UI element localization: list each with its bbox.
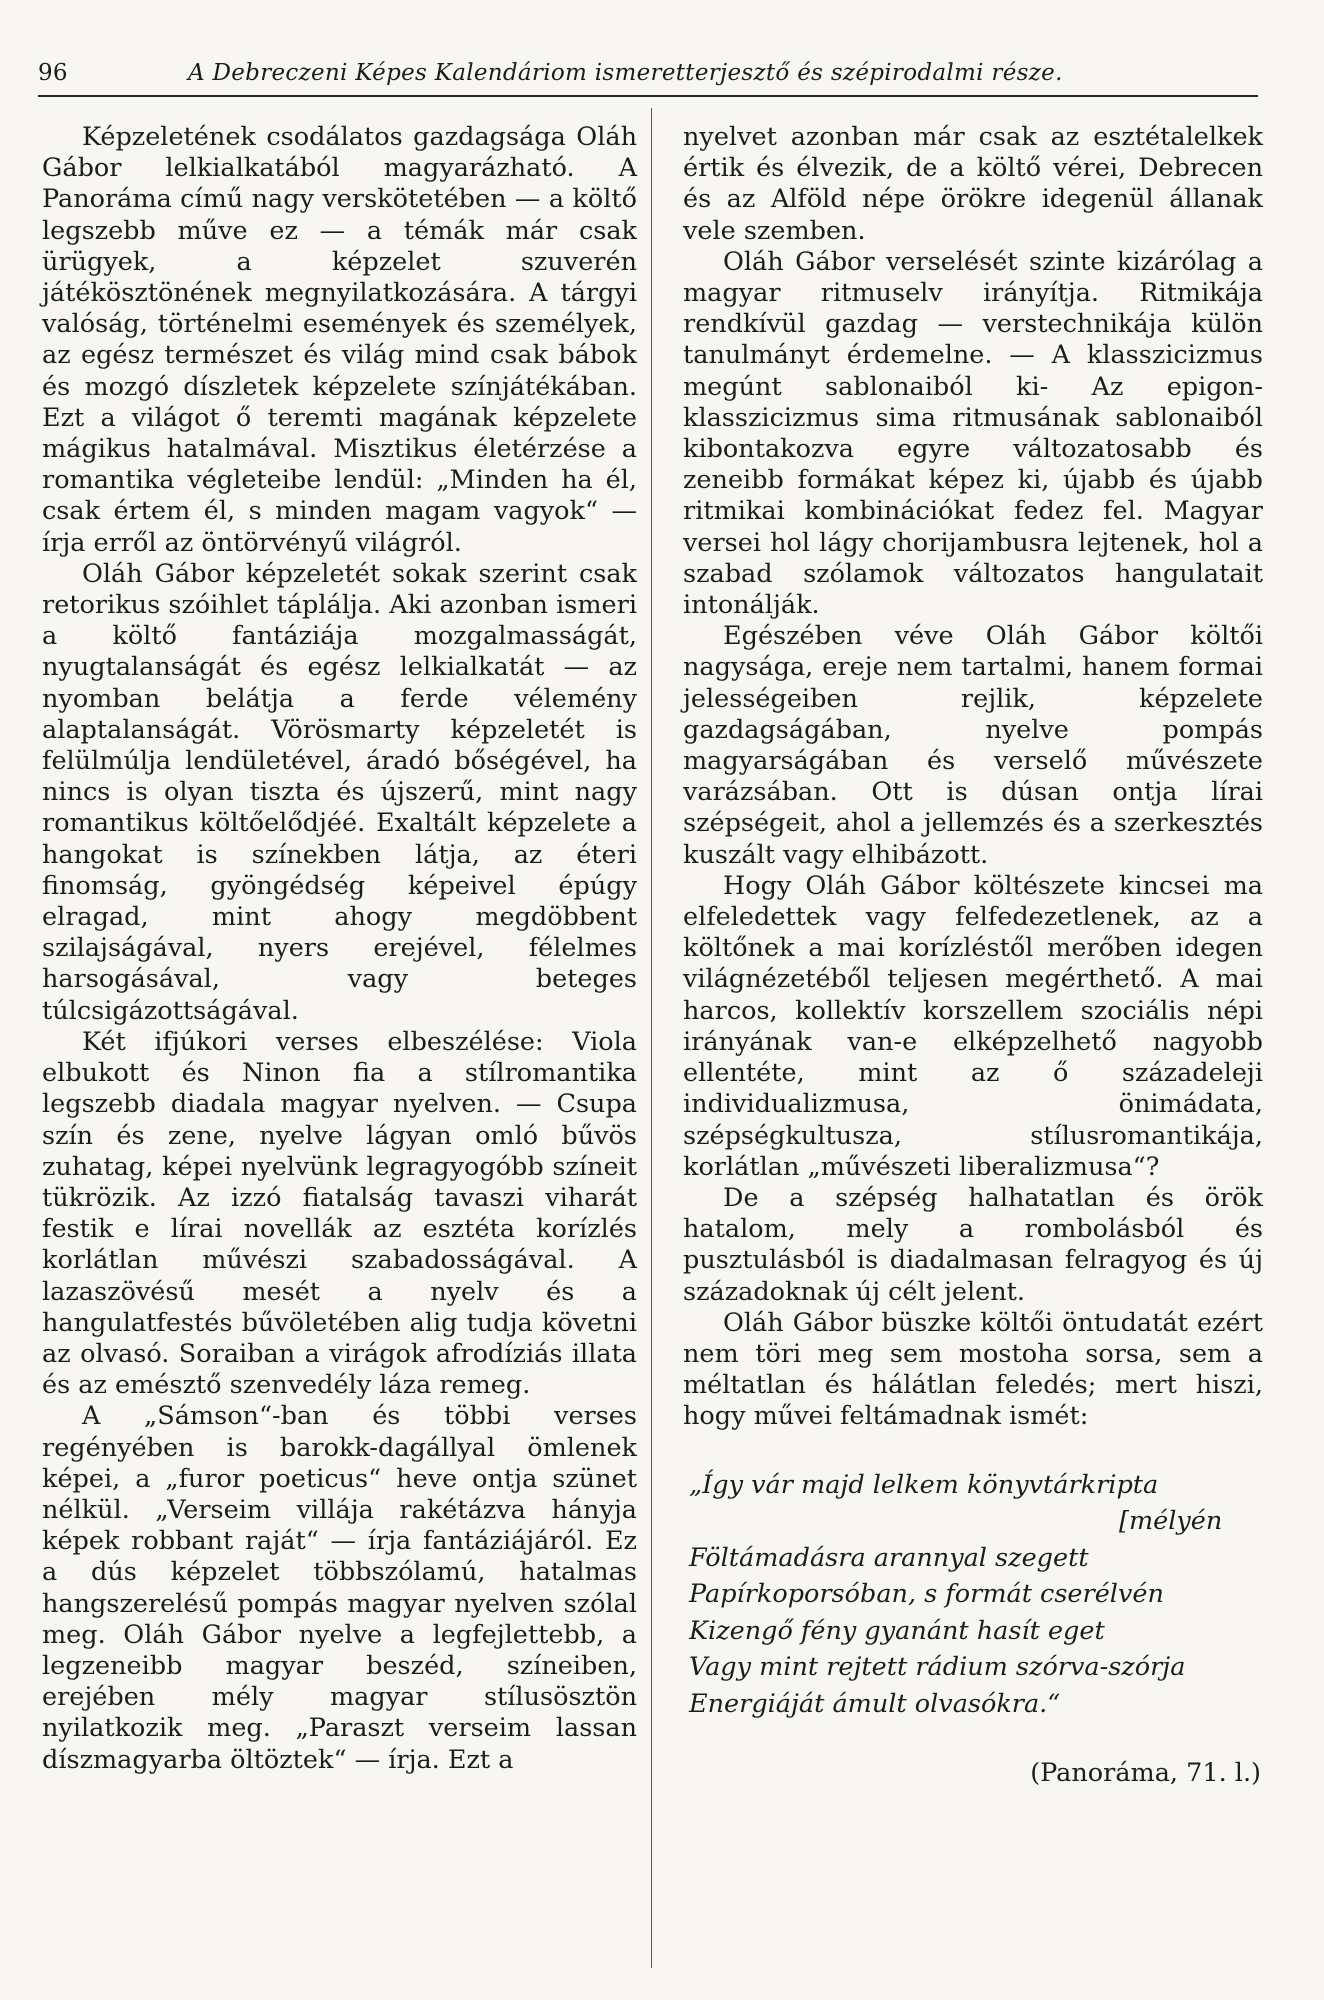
- paragraph: nyelvet azonban már csak az esztétalelkek értik és élvezik, de a költő vérei, Debrecen és az Alföld népe örökre idegenül állanak vele szemben.: [683, 122, 1263, 246]
- poem-line: Föltámadásra arannyal szegett: [689, 1542, 1089, 1573]
- paragraph: Képzeletének csodálatos gazdagsága Oláh Gábor lelkialkatából magyarázható. A Panoráma című nagy verskötetében — a költő legszebb műve ez — a témák már csak ürügyek, a képzelet szuverén játékösztönének megnyilatkozására. A tárgyi valóság, történelmi események és személyek, az egész természet és világ mind csak bábok és mozgó díszletek képzelete színjátékában. Ezt a világot ő teremti magának képzelete mágikus hatalmával. Misztikus életérzése a romantika végleteibe lendül: „Minden ha él, csak értem él, s minden magam vagyok“ — írja erről az öntörvényű világról.: [42, 122, 637, 558]
- poem-line: Energiáját ámult olvasókra.“: [689, 1688, 1061, 1719]
- poem-line: „Így vár majd lelkem könyvtárkripta: [689, 1469, 1159, 1500]
- poem-line: Papírkoporsóban, s formát cserélvén: [689, 1579, 1164, 1610]
- paragraph: Egészében véve Oláh Gábor költői nagysága, ereje nem tartalmi, hanem formai jelességeiben rejlik, képzelete gazdagságában, nyelve pompás magyarságában és verselő művészete varázsában. Ott is dúsan ontja lírai szépségeit, ahol a jellemzés és a szerkesztés kuszált vagy elhibázott.: [683, 621, 1263, 870]
- page-number: 96: [38, 60, 68, 86]
- right-column: [683, 122, 1263, 1789]
- paragraph: Két ifjúkori verses elbeszélése: Viola elbukott és Ninon fia a stílromantika legszebb diadala magyar nyelven. — Csupa szín és zene, nyelve lágyan omló bűvös zuhatag, képei nyelvünk legragyogóbb színeit tükrözik. Az izzó fiatalság tavaszi viharát festik e lírai novellák az esztéta korízlés korlátlan művészi szabadosságával. A lazaszövésű mesét a nyelv és a hangulatfestés bűvöletében alig tudja követni az olvasó. Soraiban a virágok afrodíziás illata és az emésztő szenvedély láza remeg.: [42, 1026, 637, 1401]
- paragraph: Oláh Gábor képzeletét sokak szerint csak retorikus szóihlet táplálja. Aki azonban ismeri a költő fantáziája mozgalmasságát, nyugtalanságát és egész lelkialkatát — az nyomban belátja a ferde vélemény alaptalanságát. Vörösmarty képzeletét is felülmúlja lendületével, áradó bőségével, ha nincs is olyan tiszta és újszerű, mint nagy romantikus költőelődjéé. Exaltált képzelete a hangokat is színekben látja, az éteri finomság, gyöngédség képeivel épúgy elragad, mint ahogy megdöbbent szilajságával, nyers erejével, félelmes harsogásával, vagy beteges túlcsigázottságával.: [42, 558, 637, 1026]
- running-title: A Debreczeni Képes Kalendáriom ismeretterjesztő és szépirodalmi része.: [188, 60, 1063, 86]
- column-divider: [651, 108, 652, 1968]
- paragraph: Oláh Gábor verselését szinte kizárólag a magyar ritmuselv irányítja. Ritmikája rendkívül gazdag — verstechnikája külön tanulmányt érdemelne. — A klasszicizmus megúnt sablonaiból ki- Az epigon-klasszicizmus sima ritmusának sablonaiból kibontakozva egyre változatosabb és zeneibb formákat képez ki, újabb és újabb ritmikai kombinációkat fedez fel. Magyar versei hol lágy chorijambusra lejtenek, hol a szabad szólamok változatos hangulatait intonálják.: [683, 246, 1263, 621]
- page-header: [38, 54, 1258, 98]
- paragraph: A „Sámson“-ban és többi verses regényében is barokk-dagállyal ömlenek képei, a „furor poeticus“ heve ontja szünet nélkül. „Verseim villája rakétázva hányja képek robbant raját“ — írja fantáziájáról. Ez a dús képzelet többszólamú, hatalmas hangszerelésű pompás magyar nyelven szólal meg. Oláh Gábor nyelve a legfejlettebb, a legzeneibb magyar beszéd, színeiben, erejében mély magyar stílusösztön nyilatkozik meg. „Paraszt verseim lassan díszmagyarba öltöztek“ — írja. Ezt a: [42, 1401, 637, 1775]
- paragraph: Hogy Oláh Gábor költészete kincsei ma elfeledettek vagy felfedezetlenek, az a költőnek a mai korízléstől merőben idegen világnézetéből teljesen megérthető. A mai harcos, kollektív korszellem szociális népi irányának van-e elképzelhető nagyobb ellentéte, mint az ő századeleji individualizmusa, önimádata, szépségkultusza, stílusromantikája, korlátlan „művészeti liberalizmusa“?: [683, 870, 1263, 1182]
- poem-quote: [689, 1467, 1263, 1723]
- left-column: [42, 122, 637, 1776]
- poem-citation: (Panoráma, 71. l.): [1030, 1758, 1261, 1789]
- poem-line: Kizengő fény gyanánt hasít eget: [689, 1615, 1105, 1646]
- paragraph: Oláh Gábor büszke költői öntudatát ezért nem töri meg sem mostoha sorsa, sem a méltatlan és hálátlan feledés; mert hiszi, hogy művei feltámadnak ismét:: [683, 1307, 1263, 1432]
- header-rule: [38, 95, 1258, 97]
- paragraph: De a szépség halhatatlan és örök hatalom, mely a rombolásból és pusztulásból is diadalmasan felragyog és új századoknak új célt jelent.: [683, 1182, 1263, 1307]
- poem-line: Vagy mint rejtett rádium szórva-szórja: [689, 1652, 1186, 1683]
- poem-line: [mélyén: [1119, 1506, 1223, 1537]
